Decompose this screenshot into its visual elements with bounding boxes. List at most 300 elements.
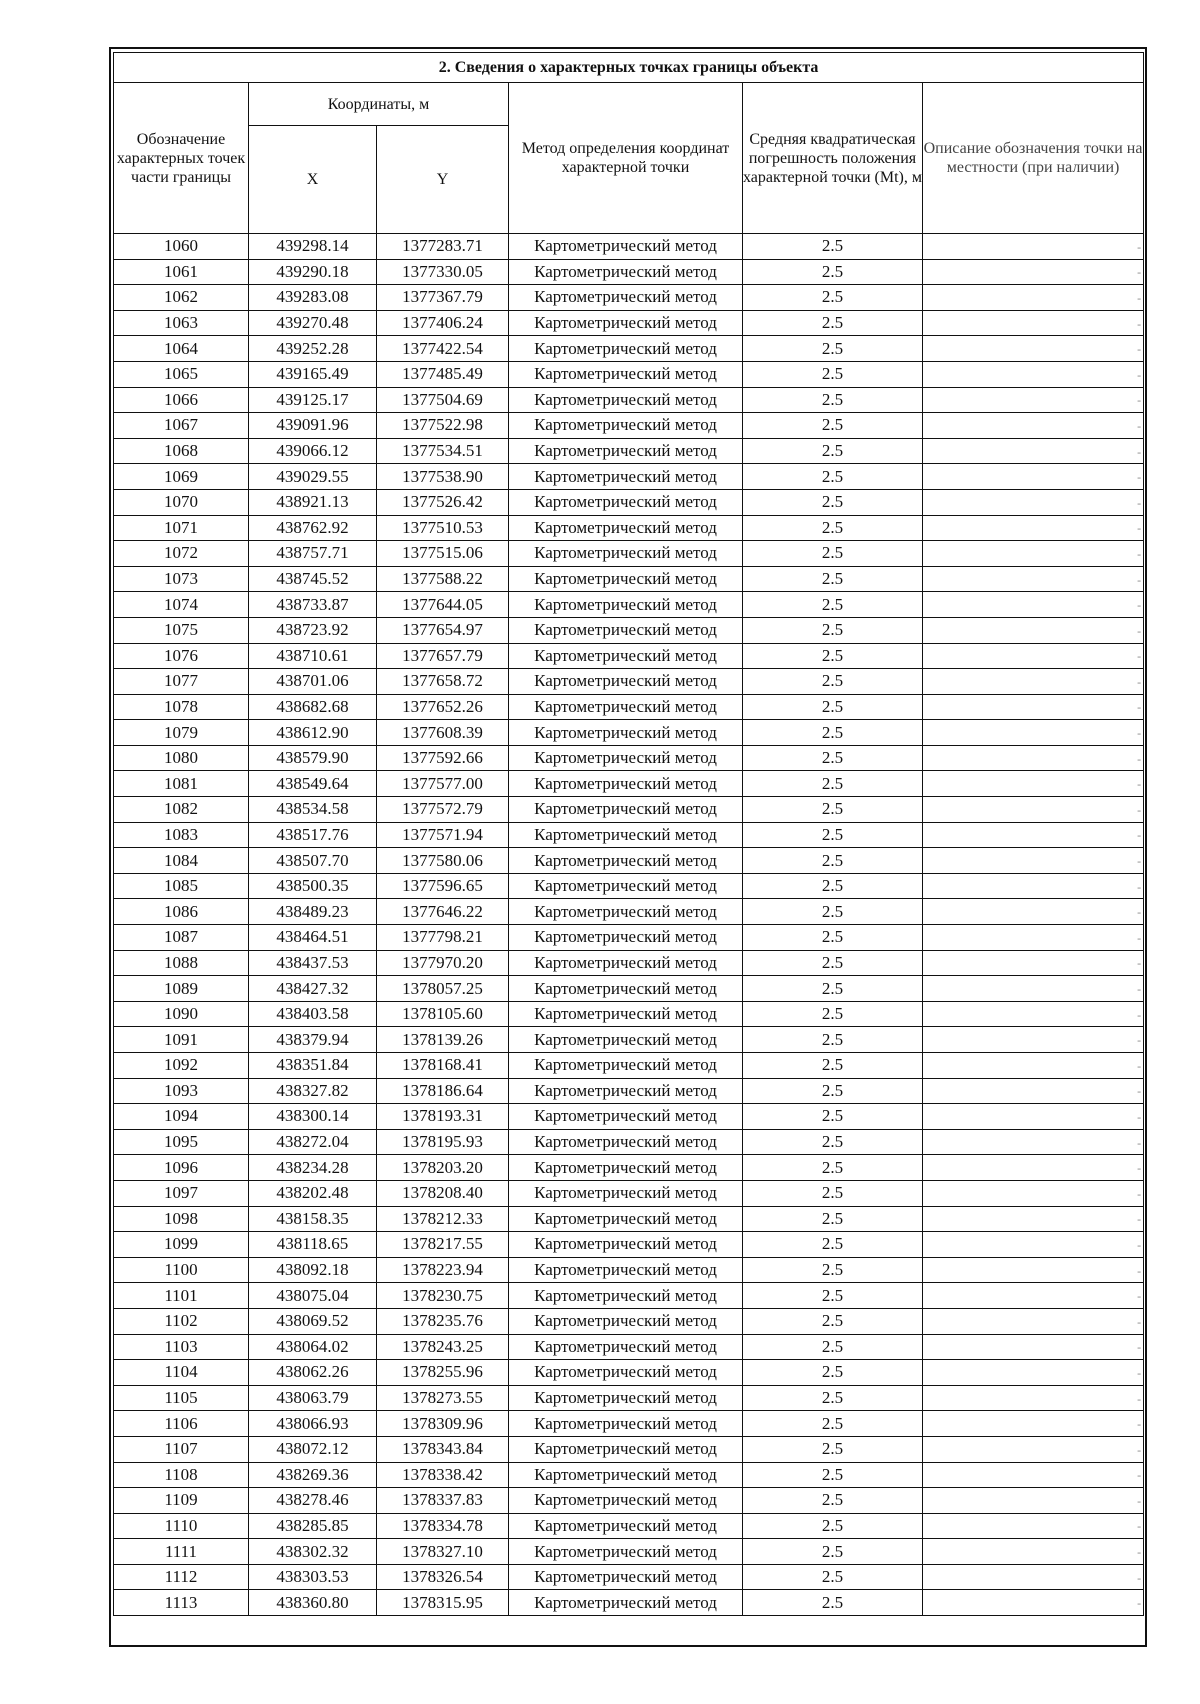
y-coordinate-cell: 1377577.00: [377, 771, 509, 797]
y-coordinate-cell: 1378255.96: [377, 1360, 509, 1386]
description-cell: [923, 1462, 1144, 1488]
description-dash: -: [1137, 623, 1142, 638]
point-id-cell: 1099: [114, 1232, 249, 1258]
point-id-cell: 1063: [114, 310, 249, 336]
description-dash: -: [1137, 1161, 1142, 1176]
description-cell: [923, 1308, 1144, 1334]
accuracy-cell: 2.5: [743, 925, 923, 951]
description-dash: -: [1137, 1263, 1142, 1278]
description-dash: -: [1137, 1212, 1142, 1227]
x-coordinate-cell: 438278.46: [249, 1488, 377, 1514]
description-dash: -: [1137, 1058, 1142, 1073]
accuracy-cell: 2.5: [743, 1513, 923, 1539]
point-id-cell: 1064: [114, 336, 249, 362]
method-cell: Картометрический метод: [509, 1027, 743, 1053]
table-row: [114, 1564, 1144, 1590]
table-row: [114, 387, 1144, 413]
point-id-cell: 1097: [114, 1180, 249, 1206]
point-id-cell: 1107: [114, 1436, 249, 1462]
accuracy-cell: 2.5: [743, 1411, 923, 1437]
description-cell: [923, 1257, 1144, 1283]
description-dash: -: [1137, 1109, 1142, 1124]
y-coordinate-cell: 1378057.25: [377, 976, 509, 1002]
y-coordinate-cell: 1377538.90: [377, 464, 509, 490]
description-dash: -: [1137, 802, 1142, 817]
point-id-cell: 1077: [114, 669, 249, 695]
table-row: [114, 592, 1144, 618]
description-cell: [923, 1104, 1144, 1130]
description-cell: [923, 1232, 1144, 1258]
accuracy-cell: 2.5: [743, 1232, 923, 1258]
method-cell: Картометрический метод: [509, 1206, 743, 1232]
x-coordinate-cell: 439270.48: [249, 310, 377, 336]
table-row: [114, 617, 1144, 643]
point-id-cell: 1096: [114, 1155, 249, 1181]
x-coordinate-cell: 438579.90: [249, 745, 377, 771]
method-cell: Картометрический метод: [509, 438, 743, 464]
table-row: [114, 1411, 1144, 1437]
table-row: [114, 1078, 1144, 1104]
point-id-cell: 1110: [114, 1513, 249, 1539]
description-dash: -: [1137, 879, 1142, 894]
description-cell: [923, 1488, 1144, 1514]
method-cell: Картометрический метод: [509, 464, 743, 490]
table-row: [114, 464, 1144, 490]
y-coordinate-cell: 1378139.26: [377, 1027, 509, 1053]
y-coordinate-cell: 1378208.40: [377, 1180, 509, 1206]
table-row: [114, 413, 1144, 439]
description-cell: [923, 336, 1144, 362]
y-coordinate-cell: 1377592.66: [377, 745, 509, 771]
x-coordinate-cell: 438302.32: [249, 1539, 377, 1565]
method-cell: Картометрический метод: [509, 387, 743, 413]
x-coordinate-cell: 438269.36: [249, 1462, 377, 1488]
x-coordinate-cell: 438745.52: [249, 566, 377, 592]
point-id-cell: 1078: [114, 694, 249, 720]
y-coordinate-cell: 1377526.42: [377, 489, 509, 515]
method-cell: Картометрический метод: [509, 1283, 743, 1309]
table-header: [114, 53, 1144, 234]
method-cell: Картометрический метод: [509, 1539, 743, 1565]
description-dash: -: [1137, 1570, 1142, 1585]
table-row: [114, 1462, 1144, 1488]
description-cell: [923, 1001, 1144, 1027]
point-id-cell: 1109: [114, 1488, 249, 1514]
table-row: [114, 950, 1144, 976]
point-id-cell: 1090: [114, 1001, 249, 1027]
accuracy-cell: 2.5: [743, 797, 923, 823]
y-coordinate-cell: 1377330.05: [377, 259, 509, 285]
method-cell: Картометрический метод: [509, 694, 743, 720]
point-id-cell: 1089: [114, 976, 249, 1002]
x-coordinate-cell: 438437.53: [249, 950, 377, 976]
description-cell: [923, 413, 1144, 439]
method-cell: Картометрический метод: [509, 669, 743, 695]
x-coordinate-cell: 438762.92: [249, 515, 377, 541]
x-coordinate-cell: 438733.87: [249, 592, 377, 618]
description-dash: -: [1137, 751, 1142, 766]
description-cell: [923, 489, 1144, 515]
y-coordinate-cell: 1378337.83: [377, 1488, 509, 1514]
x-coordinate-cell: 438285.85: [249, 1513, 377, 1539]
description-dash: -: [1137, 470, 1142, 485]
description-dash: -: [1137, 905, 1142, 920]
accuracy-cell: 2.5: [743, 1155, 923, 1181]
description-dash: -: [1137, 1493, 1142, 1508]
method-cell: Картометрический метод: [509, 899, 743, 925]
description-dash: -: [1137, 1135, 1142, 1150]
accuracy-cell: 2.5: [743, 617, 923, 643]
header-description: Описание обозначения точки на местности (при наличии): [923, 83, 1144, 234]
point-id-cell: 1069: [114, 464, 249, 490]
accuracy-cell: 2.5: [743, 848, 923, 874]
table-row: [114, 1232, 1144, 1258]
x-coordinate-cell: 438092.18: [249, 1257, 377, 1283]
table-row: [114, 489, 1144, 515]
description-cell: [923, 1129, 1144, 1155]
method-cell: Картометрический метод: [509, 234, 743, 260]
description-cell: [923, 1053, 1144, 1079]
point-id-cell: 1070: [114, 489, 249, 515]
description-cell: [923, 592, 1144, 618]
accuracy-cell: 2.5: [743, 745, 923, 771]
accuracy-cell: 2.5: [743, 771, 923, 797]
table-row: [114, 336, 1144, 362]
point-id-cell: 1061: [114, 259, 249, 285]
x-coordinate-cell: 439290.18: [249, 259, 377, 285]
description-dash: -: [1137, 1468, 1142, 1483]
y-coordinate-cell: 1378243.25: [377, 1334, 509, 1360]
method-cell: Картометрический метод: [509, 1308, 743, 1334]
point-id-cell: 1095: [114, 1129, 249, 1155]
method-cell: Картометрический метод: [509, 1053, 743, 1079]
description-dash: -: [1137, 649, 1142, 664]
description-cell: [923, 566, 1144, 592]
method-cell: Картометрический метод: [509, 1436, 743, 1462]
description-cell: [923, 925, 1144, 951]
y-coordinate-cell: 1378223.94: [377, 1257, 509, 1283]
accuracy-cell: 2.5: [743, 1078, 923, 1104]
point-id-cell: 1071: [114, 515, 249, 541]
method-cell: Картометрический метод: [509, 361, 743, 387]
method-cell: Картометрический метод: [509, 1564, 743, 1590]
description-dash: -: [1137, 726, 1142, 741]
accuracy-cell: 2.5: [743, 1462, 923, 1488]
table-row: [114, 822, 1144, 848]
point-id-cell: 1098: [114, 1206, 249, 1232]
x-coordinate-cell: 438118.65: [249, 1232, 377, 1258]
accuracy-cell: 2.5: [743, 361, 923, 387]
x-coordinate-cell: 438327.82: [249, 1078, 377, 1104]
x-coordinate-cell: 438303.53: [249, 1564, 377, 1590]
point-id-cell: 1081: [114, 771, 249, 797]
description-dash: -: [1137, 598, 1142, 613]
y-coordinate-cell: 1378186.64: [377, 1078, 509, 1104]
method-cell: Картометрический метод: [509, 1129, 743, 1155]
y-coordinate-cell: 1377798.21: [377, 925, 509, 951]
x-coordinate-cell: 439091.96: [249, 413, 377, 439]
method-cell: Картометрический метод: [509, 1360, 743, 1386]
point-id-cell: 1091: [114, 1027, 249, 1053]
description-dash: -: [1137, 930, 1142, 945]
y-coordinate-cell: 1378193.31: [377, 1104, 509, 1130]
y-coordinate-cell: 1378338.42: [377, 1462, 509, 1488]
x-coordinate-cell: 438701.06: [249, 669, 377, 695]
x-coordinate-cell: 438351.84: [249, 1053, 377, 1079]
description-cell: [923, 310, 1144, 336]
method-cell: Картометрический метод: [509, 541, 743, 567]
x-coordinate-cell: 438507.70: [249, 848, 377, 874]
description-dash: -: [1137, 777, 1142, 792]
description-cell: [923, 1411, 1144, 1437]
table-row: [114, 361, 1144, 387]
description-cell: [923, 797, 1144, 823]
description-cell: [923, 1436, 1144, 1462]
description-cell: [923, 873, 1144, 899]
x-coordinate-cell: 438300.14: [249, 1104, 377, 1130]
description-dash: -: [1137, 674, 1142, 689]
accuracy-cell: 2.5: [743, 822, 923, 848]
method-cell: Картометрический метод: [509, 515, 743, 541]
description-cell: [923, 1360, 1144, 1386]
method-cell: Картометрический метод: [509, 797, 743, 823]
method-cell: Картометрический метод: [509, 1411, 743, 1437]
method-cell: Картометрический метод: [509, 1232, 743, 1258]
point-id-cell: 1111: [114, 1539, 249, 1565]
table-row: [114, 515, 1144, 541]
x-coordinate-cell: 438360.80: [249, 1590, 377, 1616]
y-coordinate-cell: 1377652.26: [377, 694, 509, 720]
accuracy-cell: 2.5: [743, 234, 923, 260]
description-cell: [923, 1155, 1144, 1181]
accuracy-cell: 2.5: [743, 694, 923, 720]
y-coordinate-cell: 1377504.69: [377, 387, 509, 413]
method-cell: Картометрический метод: [509, 310, 743, 336]
table-row: [114, 566, 1144, 592]
x-coordinate-cell: 438549.64: [249, 771, 377, 797]
method-cell: Картометрический метод: [509, 771, 743, 797]
x-coordinate-cell: 438921.13: [249, 489, 377, 515]
description-dash: -: [1137, 290, 1142, 305]
y-coordinate-cell: 1377572.79: [377, 797, 509, 823]
accuracy-cell: 2.5: [743, 1206, 923, 1232]
point-id-cell: 1062: [114, 285, 249, 311]
description-dash: -: [1137, 956, 1142, 971]
method-cell: Картометрический метод: [509, 285, 743, 311]
header-x: X: [249, 126, 377, 234]
description-cell: [923, 1283, 1144, 1309]
x-coordinate-cell: 438069.52: [249, 1308, 377, 1334]
y-coordinate-cell: 1378212.33: [377, 1206, 509, 1232]
table-row: [114, 1155, 1144, 1181]
point-id-cell: 1086: [114, 899, 249, 925]
y-coordinate-cell: 1377644.05: [377, 592, 509, 618]
method-cell: Картометрический метод: [509, 873, 743, 899]
description-cell: [923, 541, 1144, 567]
description-cell: [923, 848, 1144, 874]
table-row: [114, 873, 1144, 899]
table-row: [114, 1180, 1144, 1206]
table-row: [114, 259, 1144, 285]
description-dash: -: [1137, 982, 1142, 997]
x-coordinate-cell: 439125.17: [249, 387, 377, 413]
x-coordinate-cell: 438534.58: [249, 797, 377, 823]
description-cell: [923, 771, 1144, 797]
point-id-cell: 1065: [114, 361, 249, 387]
accuracy-cell: 2.5: [743, 643, 923, 669]
method-cell: Картометрический метод: [509, 489, 743, 515]
y-coordinate-cell: 1377534.51: [377, 438, 509, 464]
x-coordinate-cell: 438379.94: [249, 1027, 377, 1053]
header-method: Метод определения координат характерной точки: [509, 83, 743, 234]
x-coordinate-cell: 438682.68: [249, 694, 377, 720]
table-row: [114, 1001, 1144, 1027]
accuracy-cell: 2.5: [743, 1283, 923, 1309]
method-cell: Картометрический метод: [509, 1078, 743, 1104]
accuracy-cell: 2.5: [743, 1001, 923, 1027]
method-cell: Картометрический метод: [509, 1155, 743, 1181]
table-row: [114, 438, 1144, 464]
y-coordinate-cell: 1378327.10: [377, 1539, 509, 1565]
y-coordinate-cell: 1378230.75: [377, 1283, 509, 1309]
y-coordinate-cell: 1377657.79: [377, 643, 509, 669]
x-coordinate-cell: 438075.04: [249, 1283, 377, 1309]
description-dash: -: [1137, 1365, 1142, 1380]
y-coordinate-cell: 1377646.22: [377, 899, 509, 925]
y-coordinate-cell: 1377596.65: [377, 873, 509, 899]
accuracy-cell: 2.5: [743, 259, 923, 285]
point-id-cell: 1084: [114, 848, 249, 874]
accuracy-cell: 2.5: [743, 310, 923, 336]
point-id-cell: 1060: [114, 234, 249, 260]
y-coordinate-cell: 1377283.71: [377, 234, 509, 260]
table-row: [114, 848, 1144, 874]
point-id-cell: 1087: [114, 925, 249, 951]
description-cell: [923, 694, 1144, 720]
accuracy-cell: 2.5: [743, 1539, 923, 1565]
description-dash: -: [1137, 1519, 1142, 1534]
point-id-cell: 1102: [114, 1308, 249, 1334]
description-dash: -: [1137, 1033, 1142, 1048]
accuracy-cell: 2.5: [743, 413, 923, 439]
point-id-cell: 1067: [114, 413, 249, 439]
point-id-cell: 1108: [114, 1462, 249, 1488]
description-dash: -: [1137, 1084, 1142, 1099]
description-dash: -: [1137, 239, 1142, 254]
table-body: [114, 234, 1144, 1616]
description-dash: -: [1137, 1596, 1142, 1611]
point-id-cell: 1112: [114, 1564, 249, 1590]
boundary-points-table: [113, 52, 1144, 1616]
description-cell: [923, 1590, 1144, 1616]
accuracy-cell: 2.5: [743, 1385, 923, 1411]
description-dash: -: [1137, 854, 1142, 869]
table-row: [114, 976, 1144, 1002]
x-coordinate-cell: 439298.14: [249, 234, 377, 260]
x-coordinate-cell: 439165.49: [249, 361, 377, 387]
y-coordinate-cell: 1378326.54: [377, 1564, 509, 1590]
y-coordinate-cell: 1377510.53: [377, 515, 509, 541]
point-id-cell: 1105: [114, 1385, 249, 1411]
accuracy-cell: 2.5: [743, 669, 923, 695]
table-row: [114, 1513, 1144, 1539]
point-id-cell: 1101: [114, 1283, 249, 1309]
accuracy-cell: 2.5: [743, 438, 923, 464]
table-row: [114, 1257, 1144, 1283]
y-coordinate-cell: 1377580.06: [377, 848, 509, 874]
method-cell: Картометрический метод: [509, 1385, 743, 1411]
accuracy-cell: 2.5: [743, 1053, 923, 1079]
point-id-cell: 1100: [114, 1257, 249, 1283]
table-row: [114, 1539, 1144, 1565]
description-cell: [923, 515, 1144, 541]
method-cell: Картометрический метод: [509, 413, 743, 439]
y-coordinate-cell: 1378315.95: [377, 1590, 509, 1616]
description-cell: [923, 1564, 1144, 1590]
description-dash: -: [1137, 1545, 1142, 1560]
table-row: [114, 310, 1144, 336]
description-dash: -: [1137, 828, 1142, 843]
x-coordinate-cell: 438072.12: [249, 1436, 377, 1462]
x-coordinate-cell: 438272.04: [249, 1129, 377, 1155]
point-id-cell: 1083: [114, 822, 249, 848]
accuracy-cell: 2.5: [743, 592, 923, 618]
method-cell: Картометрический метод: [509, 1104, 743, 1130]
x-coordinate-cell: 438063.79: [249, 1385, 377, 1411]
description-dash: -: [1137, 495, 1142, 510]
x-coordinate-cell: 439029.55: [249, 464, 377, 490]
point-id-cell: 1072: [114, 541, 249, 567]
accuracy-cell: 2.5: [743, 899, 923, 925]
point-id-cell: 1082: [114, 797, 249, 823]
x-coordinate-cell: 438489.23: [249, 899, 377, 925]
table-row: [114, 1129, 1144, 1155]
y-coordinate-cell: 1378309.96: [377, 1411, 509, 1437]
accuracy-cell: 2.5: [743, 1436, 923, 1462]
table-row: [114, 694, 1144, 720]
accuracy-cell: 2.5: [743, 950, 923, 976]
y-coordinate-cell: 1378235.76: [377, 1308, 509, 1334]
x-coordinate-cell: 439066.12: [249, 438, 377, 464]
accuracy-cell: 2.5: [743, 873, 923, 899]
accuracy-cell: 2.5: [743, 336, 923, 362]
table-row: [114, 771, 1144, 797]
accuracy-cell: 2.5: [743, 1308, 923, 1334]
method-cell: Картометрический метод: [509, 617, 743, 643]
description-dash: -: [1137, 444, 1142, 459]
x-coordinate-cell: 438517.76: [249, 822, 377, 848]
y-coordinate-cell: 1378217.55: [377, 1232, 509, 1258]
method-cell: Картометрический метод: [509, 925, 743, 951]
method-cell: Картометрический метод: [509, 848, 743, 874]
y-coordinate-cell: 1378105.60: [377, 1001, 509, 1027]
method-cell: Картометрический метод: [509, 1257, 743, 1283]
table-row: [114, 1360, 1144, 1386]
y-coordinate-cell: 1377406.24: [377, 310, 509, 336]
description-cell: [923, 745, 1144, 771]
y-coordinate-cell: 1377970.20: [377, 950, 509, 976]
point-id-cell: 1073: [114, 566, 249, 592]
table-row: [114, 720, 1144, 746]
description-cell: [923, 234, 1144, 260]
method-cell: Картометрический метод: [509, 592, 743, 618]
description-dash: -: [1137, 1442, 1142, 1457]
accuracy-cell: 2.5: [743, 489, 923, 515]
accuracy-cell: 2.5: [743, 720, 923, 746]
accuracy-cell: 2.5: [743, 387, 923, 413]
point-id-cell: 1074: [114, 592, 249, 618]
section-title: 2. Сведения о характерных точках границы объекта: [114, 53, 1144, 83]
